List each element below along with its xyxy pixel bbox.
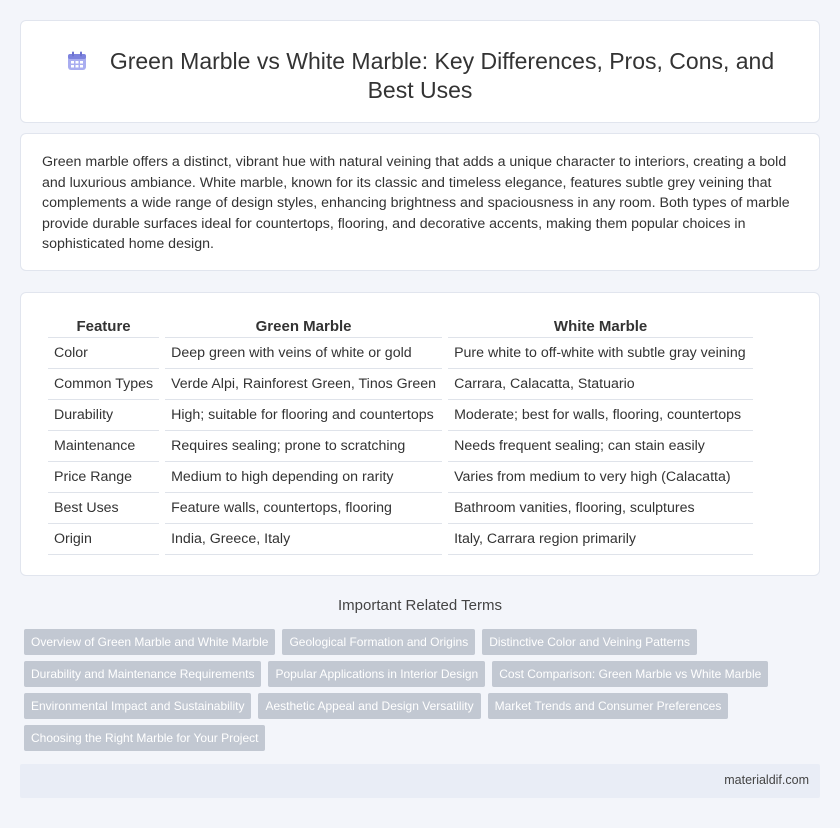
page-title-text: Green Marble vs White Marble: Key Differences, Pros, Cons, and Best Uses — [109, 48, 775, 103]
table-cell: Deep green with veins of white or gold — [165, 338, 442, 369]
related-term-link[interactable]: Durability and Maintenance Requirements — [24, 661, 261, 687]
table-row — [48, 524, 753, 555]
table-cell: Medium to high depending on rarity — [165, 462, 442, 493]
table-cell: Verde Alpi, Rainforest Green, Tinos Green — [165, 369, 442, 400]
intro-paragraph: Green marble offers a distinct, vibrant hue with natural veining that adds a unique character to interiors, creating a bold and luxurious ambiance. White marble, known for its classic and timeless elegance, features subtle grey veining that complements a wide range of design styles, enhancing brightness and spaciousness in any room. Both types of marble provide durable surfaces ideal for countertops, flooring, and decorative accents, making them popular choices in sophisticated home design. — [42, 154, 790, 252]
table-row — [48, 400, 753, 431]
table-cell: Pure white to off-white with subtle gray veining — [448, 338, 753, 369]
table-cell: High; suitable for flooring and countertops — [165, 400, 442, 431]
comparison-table — [42, 314, 759, 555]
related-term-link[interactable]: Aesthetic Appeal and Design Versatility — [258, 693, 480, 719]
related-term-link[interactable]: Market Trends and Consumer Preferences — [488, 693, 729, 719]
footer — [20, 764, 820, 798]
related-terms-title: Important Related Terms — [338, 597, 502, 614]
related-term-link[interactable]: Cost Comparison: Green Marble vs White Marble — [492, 661, 768, 687]
table-row — [48, 493, 753, 524]
header-green-marble: Green Marble — [165, 314, 442, 338]
table-cell: Moderate; best for walls, flooring, countertops — [448, 400, 753, 431]
table-row — [48, 369, 753, 400]
header-feature: Feature — [48, 314, 159, 338]
header-white-marble: White Marble — [448, 314, 753, 338]
table-cell: Durability — [48, 400, 159, 431]
related-term-link[interactable]: Distinctive Color and Veining Patterns — [482, 629, 697, 655]
table-cell: Feature walls, countertops, flooring — [165, 493, 442, 524]
table-cell: Color — [48, 338, 159, 369]
comparison-card — [20, 292, 820, 576]
related-terms-list — [24, 629, 804, 751]
table-row — [48, 431, 753, 462]
related-term-link[interactable]: Choosing the Right Marble for Your Project — [24, 725, 265, 751]
table-cell: Italy, Carrara region primarily — [448, 524, 753, 555]
calendar-icon — [66, 50, 88, 72]
table-cell: Needs frequent sealing; can stain easily — [448, 431, 753, 462]
intro-card — [20, 133, 820, 271]
table-cell: Best Uses — [48, 493, 159, 524]
title-card — [20, 20, 820, 123]
table-cell: Varies from medium to very high (Calacatta) — [448, 462, 753, 493]
table-cell: Common Types — [48, 369, 159, 400]
table-row — [48, 338, 753, 369]
site-name[interactable]: materialdif.com — [724, 773, 809, 787]
table-cell: Origin — [48, 524, 159, 555]
related-term-link[interactable]: Popular Applications in Interior Design — [268, 661, 485, 687]
table-cell: Bathroom vanities, flooring, sculptures — [448, 493, 753, 524]
table-cell: Price Range — [48, 462, 159, 493]
related-term-link[interactable]: Environmental Impact and Sustainability — [24, 693, 251, 719]
table-cell: Maintenance — [48, 431, 159, 462]
page-title — [61, 47, 779, 105]
table-header-row — [48, 314, 753, 338]
related-term-link[interactable]: Geological Formation and Origins — [282, 629, 475, 655]
table-cell: India, Greece, Italy — [165, 524, 442, 555]
table-row — [48, 462, 753, 493]
table-cell: Carrara, Calacatta, Statuario — [448, 369, 753, 400]
table-cell: Requires sealing; prone to scratching — [165, 431, 442, 462]
related-term-link[interactable]: Overview of Green Marble and White Marble — [24, 629, 275, 655]
